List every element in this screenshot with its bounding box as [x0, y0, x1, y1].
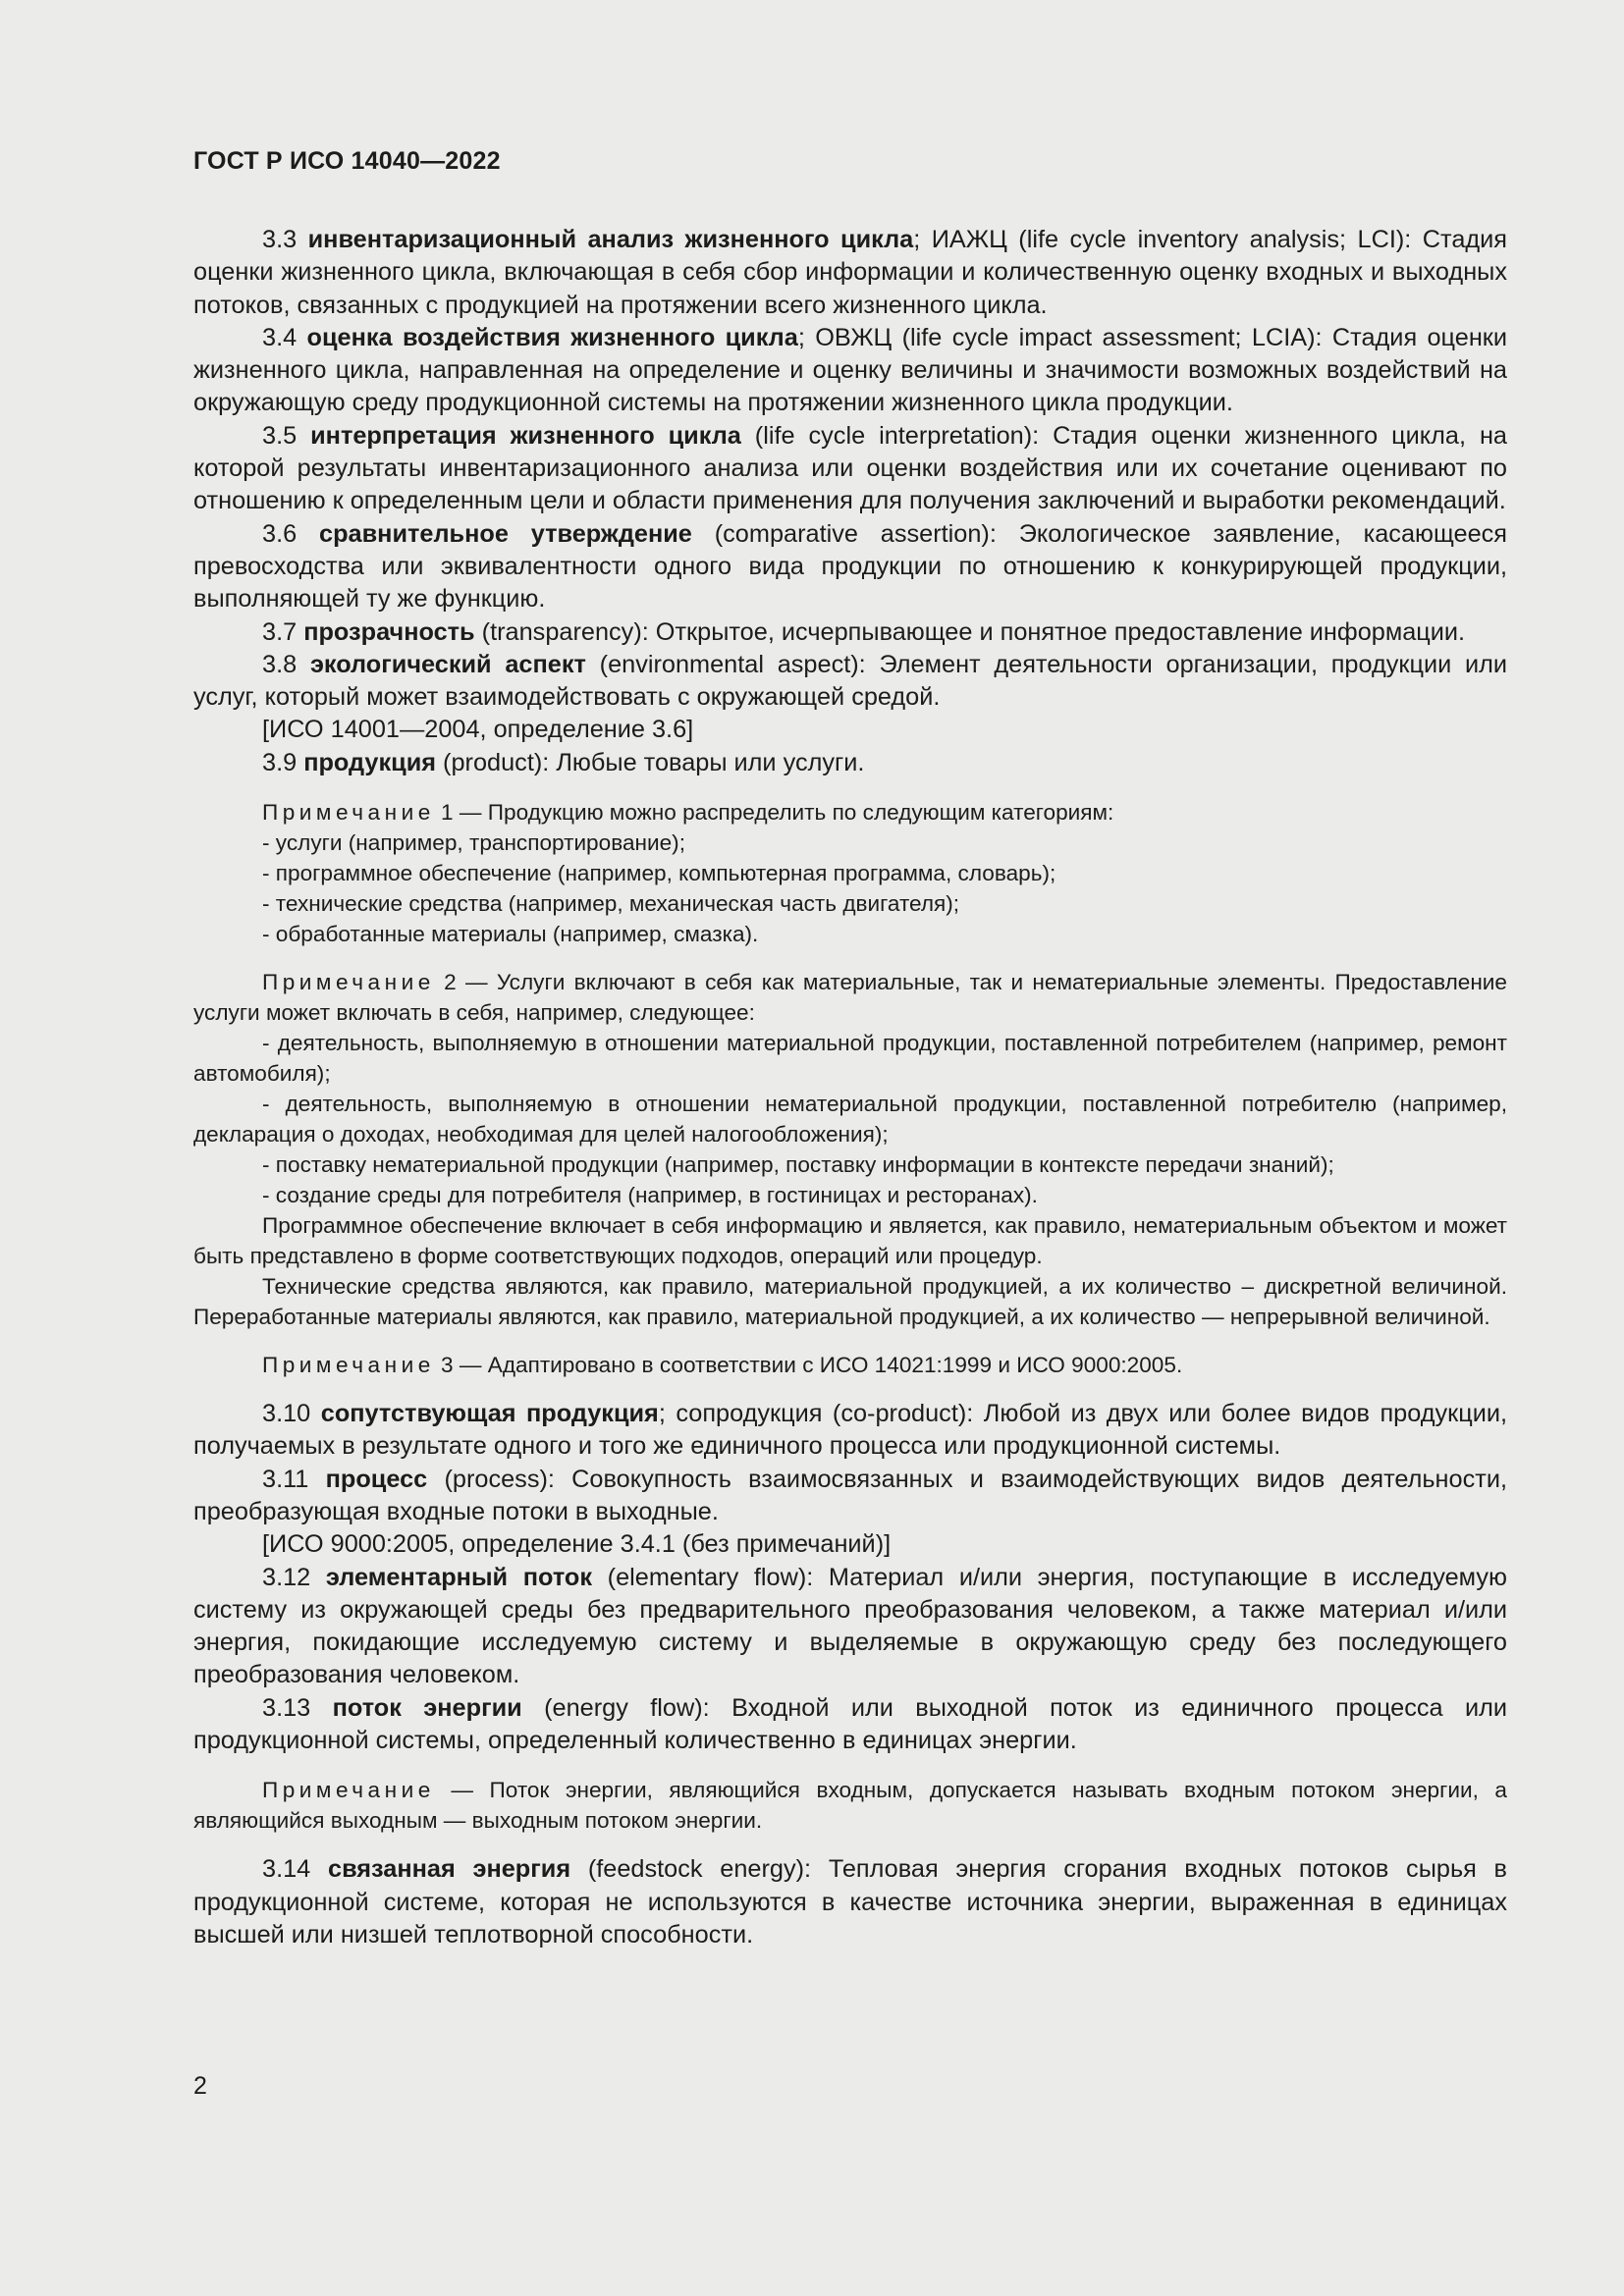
- document-body: [193, 224, 1507, 1951]
- note-label: Примечание: [262, 1778, 435, 1803]
- term-number: 3.9: [262, 748, 298, 776]
- term-number: 3.7: [262, 617, 298, 646]
- note-paragraph: Программное обеспечение включает в себя информацию и является, как правило, нематериальным объектом и может быть представлено в форме соответствующих подходов, операций или процедур.: [193, 1213, 1507, 1269]
- term-3-8: [193, 649, 1507, 715]
- term-reference: [ИСО 14001—2004, определение 3.6]: [262, 716, 694, 744]
- term-3-11: [193, 1464, 1507, 1529]
- term-definition: (feedstock energy): Тепловая энергия сгорания входных потоков сырья в продукционной системе, которая не используются в качестве источника энергии, выраженная в единицах высшей или низшей теплотворной способности.: [193, 1855, 1508, 1949]
- term-title: оценка воздействия жизненного цикла: [306, 323, 798, 351]
- note-3: [193, 1350, 1507, 1380]
- term-number: 3.13: [262, 1693, 311, 1722]
- term-title: поток энергии: [332, 1693, 522, 1722]
- term-number: 3.6: [262, 519, 298, 548]
- note-label: Примечание: [262, 970, 435, 995]
- term-title: элементарный поток: [325, 1563, 593, 1591]
- list-item: - деятельность, выполняемую в отношении нематериальной продукции, поставленной потребителю (например, декларация о доходах, необходимая для целей налогообложения);: [193, 1092, 1507, 1148]
- term-definition: (environmental aspect): Элемент деятельности организации, продукции или услуг, который может взаимодействовать с окружающей средой.: [193, 650, 1508, 712]
- term-number: 3.12: [262, 1563, 311, 1591]
- list-item: - деятельность, выполняемую в отношении материальной продукции, поставленной потребителем (например, ремонт автомобиля);: [193, 1031, 1507, 1087]
- note-2: [193, 967, 1507, 1332]
- term-definition: (product): Любые товары или услуги.: [436, 748, 865, 776]
- term-number: 3.5: [262, 421, 298, 450]
- term-3-10: [193, 1398, 1507, 1464]
- term-3-6: [193, 518, 1507, 616]
- term-3-5: [193, 420, 1507, 518]
- term-number: 3.3: [262, 226, 298, 253]
- term-title: интерпретация жизненного цикла: [310, 421, 741, 450]
- term-reference: [ИСО 9000:2005, определение 3.4.1 (без примечаний)]: [262, 1530, 892, 1559]
- note-text: Примечание 3 — Адаптировано в соответствии с ИСО 14021:1999 и ИСО 9000:2005.: [262, 1353, 1183, 1378]
- note-paragraph: Технические средства являются, как правило, материальной продукцией, а их количество – дискретной величиной. Переработанные материалы являются, как правило, материальной продукцией, а их количество — непрерывной величиной.: [193, 1274, 1507, 1330]
- note-text: Примечание — Поток энергии, являющийся входным, допускается называть входным потоком энергии, а являющийся выходным — выходным потоком энергии.: [193, 1778, 1507, 1834]
- term-definition: (process): Совокупность взаимосвязанных и взаимодействующих видов деятельности, преобразующая входные потоки в выходные.: [193, 1465, 1507, 1525]
- term-number: 3.8: [262, 650, 298, 678]
- term-definition: (transparency): Открытое, исчерпывающее и понятное предоставление информации.: [474, 617, 1466, 646]
- page-number: 2: [193, 2072, 207, 2100]
- term-3-13: [193, 1692, 1507, 1758]
- term-definition: ; сопродукция (co-product): Любой из двух или более видов продукции, получаемых в результате одного и того же единичного процесса или продукционной системы.: [193, 1400, 1508, 1461]
- term-definition: (energy flow): Входной или выходной поток из единичного процесса или продукционной системы, определенный количественно в единицах энергии.: [193, 1693, 1507, 1755]
- list-item: - услуги (например, транспортирование);: [262, 830, 685, 856]
- term-3-14: [193, 1853, 1507, 1951]
- term-3-3: [193, 224, 1507, 322]
- list-item: - обработанные материалы (например, смазка).: [262, 922, 759, 947]
- list-item: - создание среды для потребителя (например, в гостиницах и ресторанах).: [262, 1183, 1038, 1208]
- term-title: инвентаризационный анализ жизненного цикла: [307, 226, 914, 253]
- note-1: [193, 797, 1507, 949]
- term-definition: (life cycle interpretation): Стадия оценки жизненного цикла, на которой результаты инвентаризационного анализа или оценки воздействия или их сочетание оценивают по отношению к определенным цели и области применения для получения заключений и выработки рекомендаций.: [193, 421, 1507, 515]
- term-3-4: [193, 322, 1507, 420]
- term-number: 3.4: [262, 323, 298, 351]
- term-title: сравнительное утверждение: [319, 519, 692, 548]
- term-3-12: [193, 1562, 1507, 1692]
- term-number: 3.14: [262, 1855, 311, 1884]
- term-title: процесс: [325, 1465, 428, 1493]
- term-definition: ; ОВЖЦ (life cycle impact assessment; LCIA): Стадия оценки жизненного цикла, направленная на определение и оценку величины и значимости возможных воздействий на окружающую среду продукционной системы на протяжении жизненного цикла продукции.: [193, 323, 1507, 417]
- term-title: прозрачность: [303, 617, 475, 646]
- term-number: 3.10: [262, 1400, 311, 1428]
- list-item: - программное обеспечение (например, компьютерная программа, словарь);: [262, 861, 1056, 886]
- term-3-7: [193, 616, 1507, 649]
- term-definition: (elementary flow): Материал и/или энергия, поступающие в исследуемую систему из окружающей среды без предварительного преобразования человеком, а также материал и/или энергия, покидающие исследуемую систему и выделяемые в окружающую среду без последующего преобразования человеком.: [193, 1563, 1507, 1689]
- note-text: Примечание 2 — Услуги включают в себя как материальные, так и нематериальные элементы. Предоставление услуги может включать в себя, например, следующее:: [193, 970, 1507, 1026]
- term-title: сопутствующая продукция: [320, 1400, 659, 1428]
- note-label: Примечание: [262, 1353, 435, 1378]
- document-header: ГОСТ Р ИСО 14040—2022: [193, 147, 501, 175]
- term-title: связанная энергия: [328, 1855, 571, 1884]
- term-title: экологический аспект: [309, 650, 586, 678]
- term-definition: ; ИАЖЦ (life cycle inventory analysis; LCI): Стадия оценки жизненного цикла, включающая в себя сбор информации и количественную оценку входных и выходных потоков, связанных с продукцией на протяжении всего жизненного цикла.: [193, 226, 1507, 319]
- list-item: - технические средства (например, механическая часть двигателя);: [262, 891, 960, 917]
- term-title: продукция: [303, 748, 437, 776]
- term-3-9: [193, 747, 1507, 779]
- term-number: 3.11: [262, 1465, 309, 1493]
- note-text: Примечание 1 — Продукцию можно распределить по следующим категориям:: [262, 800, 1114, 826]
- note-label: Примечание: [262, 800, 435, 826]
- note-energy-flow: [193, 1775, 1507, 1836]
- list-item: - поставку нематериальной продукции (например, поставку информации в контексте передачи знаний);: [262, 1152, 1334, 1178]
- term-definition: (comparative assertion): Экологическое заявление, касающееся превосходства или эквивалентности одного вида продукции по отношению к конкурирующей продукции, выполняющей ту же функцию.: [193, 519, 1507, 614]
